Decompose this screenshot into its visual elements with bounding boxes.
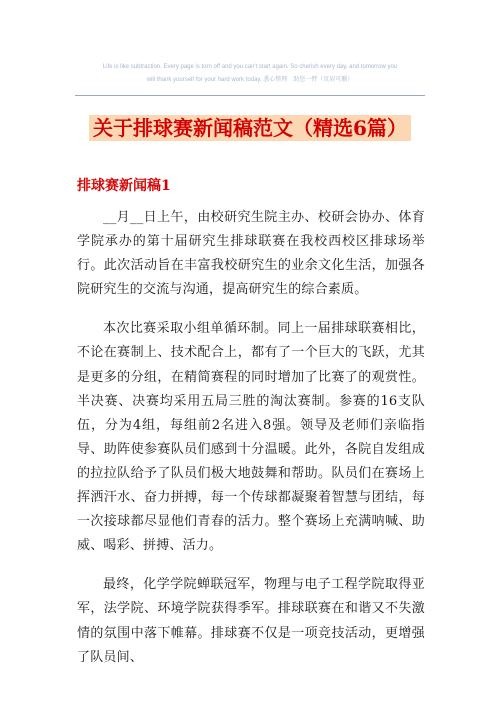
paragraph-1: __月__日上午，由校研究生院主办、校研会协办、体育学院承办的第十届研究生排球联赛在我校西校区排球场举行。此次活动旨在丰富我校研究生的业余文化生活，加强各院研究生的交流与沟通，提高研究生的综合素质。 <box>77 210 425 298</box>
header-tagline <box>70 61 430 87</box>
header-tagline-line-2: will thank yourself for your hard work today. 悉心整理 助您一臂（页眉可删） <box>146 77 354 83</box>
document-title: 关于排球赛新闻稿范文（精选6篇） <box>89 115 411 141</box>
section-heading: 排球赛新闻稿1 <box>77 178 171 194</box>
header-tagline-line-1: Life is like subtraction. Every page is torn off and you can't start again. So cherish every day, and tomorrow you <box>102 64 398 70</box>
title-container <box>0 115 500 141</box>
paragraph-3: 最终，化学学院蝉联冠军，物理与电子工程学院取得亚军，法学院、环境学院获得季军。排球联赛在和谐又不失激情的氛围中落下帷幕。排球赛不仅是一项竞技活动，更增强了队员间、 <box>77 577 425 665</box>
article-body <box>77 206 425 685</box>
header-divider <box>75 95 425 96</box>
paragraph-2: 本次比赛采取小组单循环制。同上一届排球联赛相比，不论在赛制上、技术配合上，都有了一个巨大的飞跃，尤其是更多的分组，在精简赛程的同时增加了比赛了的观赏性。半决赛、决赛均采用五局三胜的淘汰赛制。参赛的16支队伍，分为4组，每组前2名进入8强。领导及老师们亲临指导、助阵使参赛队员们感到十分温暖。此外，各院自发组成的拉拉队给予了队员们极大地鼓舞和帮助。队员们在赛场上挥洒汗水、奋力拼搏，每一个传球都凝聚着智慧与团结，每一次接球都尽显他们青春的活力。整个赛场上充满呐喊、助威、喝彩、拼搏、活力。 <box>77 321 425 554</box>
